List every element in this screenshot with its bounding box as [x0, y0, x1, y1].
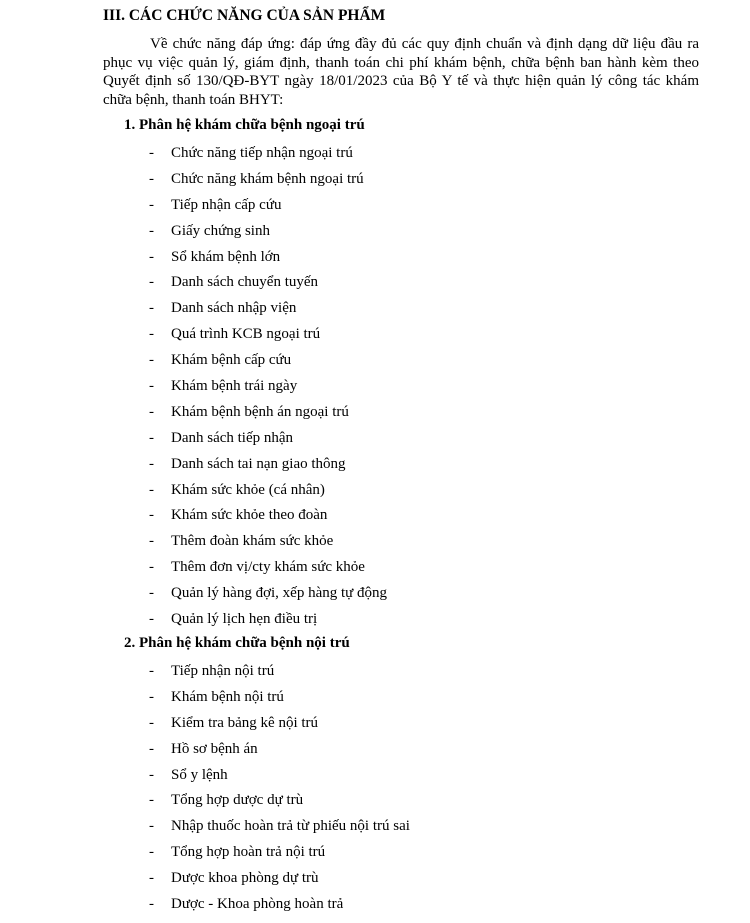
list-item-label: Chức năng khám bệnh ngoại trú — [171, 170, 364, 187]
list-item-label: Danh sách nhập viện — [171, 300, 297, 317]
list-item-label: Khám bệnh trái ngày — [171, 378, 298, 395]
list-item-label: Sổ y lệnh — [171, 766, 228, 783]
intro-paragraph: Về chức năng đáp ứng: đáp ứng đầy đủ các quy định chuẩn và định dạng dữ liệu đầu ra phục vụ việc quản lý, giám định, thanh toán chi phí khám bệnh, chữa bệnh ban hành kèm theo Quyết định số 130/QĐ-BYT ngày 18/01/2023 của Bộ Y tế và thực hiện quản lý công tác khám chữa bệnh, thanh toán BHYT: — [103, 36, 699, 108]
section-title-outpatient: 1. Phân hệ khám chữa bệnh ngoại trú — [124, 117, 365, 133]
section-heading: III. CÁC CHỨC NĂNG CỦA SẢN PHẨM — [103, 7, 386, 24]
bullet-dash: - — [149, 248, 154, 265]
bullet-dash: - — [149, 688, 154, 705]
bullet-dash: - — [149, 300, 154, 317]
list-item-label: Danh sách chuyển tuyến — [171, 274, 319, 291]
bullet-dash: - — [149, 663, 154, 679]
bullet-dash: - — [149, 145, 154, 161]
bullet-dash: - — [149, 403, 154, 420]
bullet-dash: - — [149, 870, 154, 887]
list-item-label: Sổ khám bệnh lớn — [171, 248, 281, 265]
list-item-label: Kiểm tra bảng kê nội trú — [171, 714, 319, 731]
bullet-dash: - — [149, 378, 154, 395]
list-item-label: Tổng hợp hoàn trả nội trú — [171, 844, 326, 861]
bullet-dash: - — [149, 559, 154, 576]
list-item-label: Chức năng tiếp nhận ngoại trú — [171, 145, 353, 161]
list-item-label: Dược khoa phòng dự trù — [171, 870, 319, 887]
list-item-label: Khám sức khỏe theo đoàn — [171, 507, 328, 524]
bullet-dash: - — [149, 429, 154, 446]
bullet-dash: - — [149, 507, 154, 524]
bullet-dash: - — [149, 222, 154, 239]
list-item-label: Danh sách tiếp nhận — [171, 429, 294, 446]
list-item-label: Khám bệnh bệnh án ngoại trú — [171, 403, 349, 420]
list-item-label: Tiếp nhận nội trú — [171, 663, 275, 679]
list-item-label: Nhập thuốc hoàn trả từ phiếu nội trú sai — [171, 818, 410, 835]
bullet-dash: - — [149, 170, 154, 187]
section-title-inpatient: 2. Phân hệ khám chữa bệnh nội trú — [124, 635, 350, 651]
list-item-label: Quá trình KCB ngoại trú — [171, 326, 321, 343]
bullet-dash: - — [149, 326, 154, 343]
bullet-dash: - — [149, 896, 154, 913]
bullet-dash: - — [149, 766, 154, 783]
bullet-dash: - — [149, 585, 154, 602]
bullet-dash: - — [149, 792, 154, 809]
bullet-dash: - — [149, 533, 154, 550]
list-item-label: Khám sức khỏe (cá nhân) — [171, 481, 325, 498]
list-item-label: Hồ sơ bệnh án — [171, 740, 258, 757]
bullet-dash: - — [149, 455, 154, 472]
list-item-label: Thêm đơn vị/cty khám sức khỏe — [171, 559, 365, 576]
bullet-dash: - — [149, 481, 154, 498]
list-item-label: Thêm đoàn khám sức khỏe — [171, 533, 334, 550]
bullet-dash: - — [149, 274, 154, 291]
bullet-dash: - — [149, 611, 154, 628]
bullet-dash: - — [149, 818, 154, 835]
list-item-label: Dược - Khoa phòng hoàn trả — [171, 896, 344, 913]
list-item-label: Quản lý hàng đợi, xếp hàng tự động — [171, 585, 388, 602]
bullet-dash: - — [149, 844, 154, 861]
bullet-dash: - — [149, 196, 154, 213]
list-item-label: Khám bệnh nội trú — [171, 688, 284, 705]
bullet-dash: - — [149, 740, 154, 757]
list-item-label: Danh sách tai nạn giao thông — [171, 455, 346, 472]
bullet-dash: - — [149, 714, 154, 731]
bullet-dash: - — [149, 352, 154, 369]
list-item-label: Tiếp nhận cấp cứu — [171, 196, 282, 213]
list-item-label: Giấy chứng sinh — [171, 222, 270, 239]
list-item-label: Khám bệnh cấp cứu — [171, 352, 292, 369]
list-item-label: Quản lý lịch hẹn điều trị — [171, 611, 318, 628]
list-item-label: Tổng hợp dược dự trù — [171, 792, 304, 809]
